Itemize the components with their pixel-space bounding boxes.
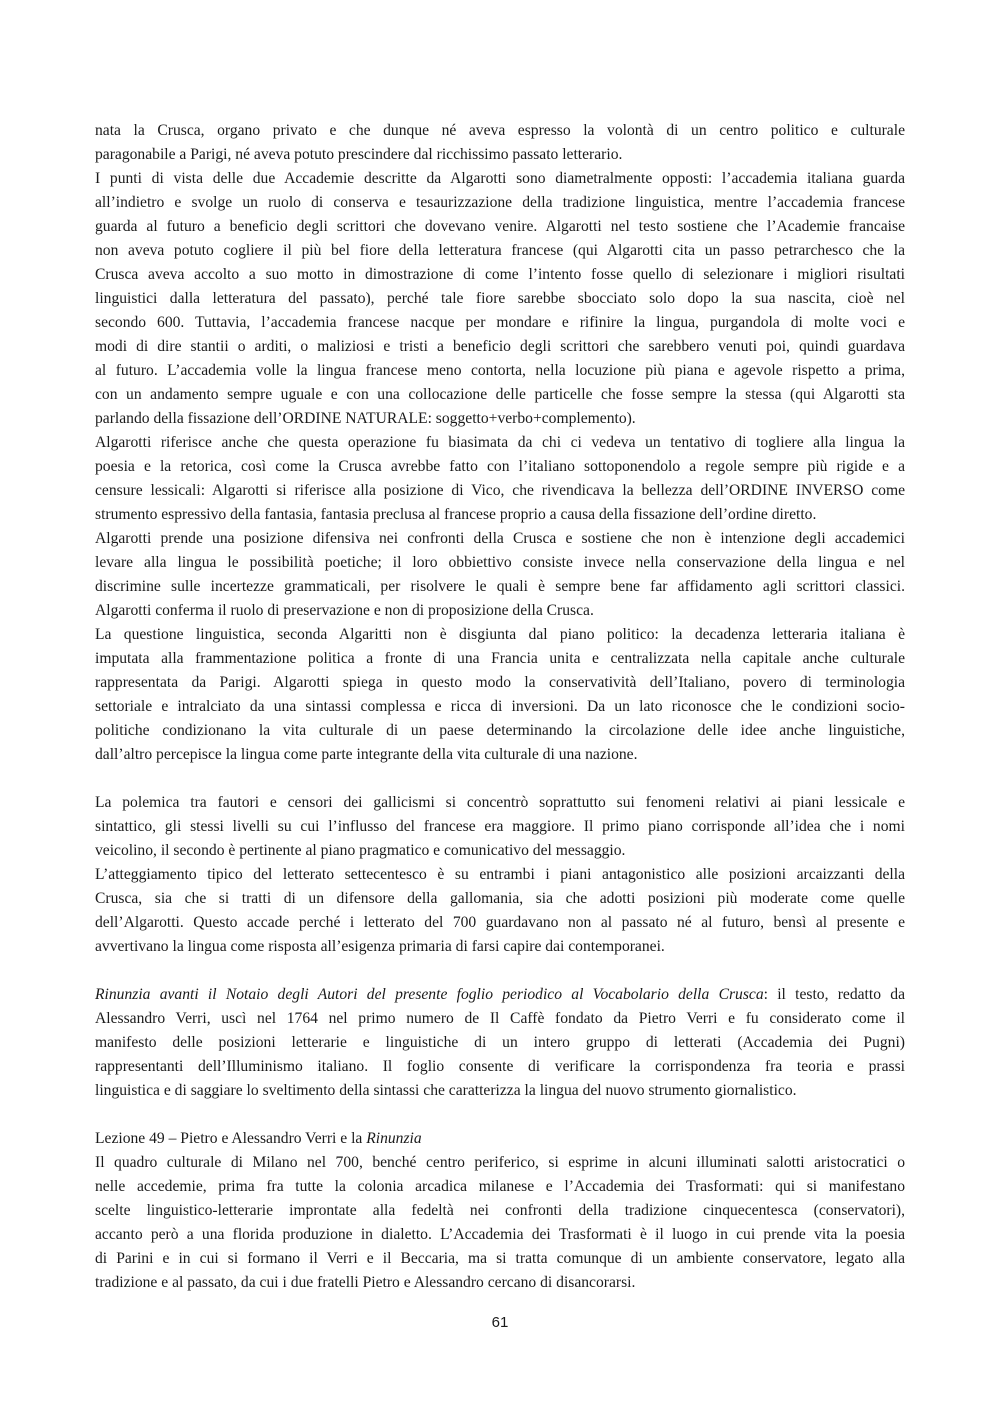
text-line: guarda al futuro a beneficio degli scrittori che dovevano venire. Algarotti nel testo sostiene che l’Academie francaise (95, 218, 905, 235)
text-line: non aveva potuto cogliere il più bel fiore della letteratura francese (qui Algarotti cita un passo petrarchesco che la (95, 242, 905, 259)
page-number: 61 (491, 1314, 509, 1331)
section-heading (95, 1127, 905, 1151)
text-line: L’atteggiamento tipico del letterato settecentesco è su entrambi i piani antagonistico alle posizioni arcaizzanti della (95, 866, 905, 883)
text-line: discrimine sulle incertezze grammaticali, per risolvere le quali è sempre bene far affidamento agli scrittori classici. (95, 578, 905, 595)
text-line: paragonabile a Parigi, né aveva potuto prescindere dal ricchissimo passato letterario. (95, 146, 623, 163)
paragraph (95, 983, 905, 1103)
text-line: all’indietro e svolge un ruolo di conserva e tesaurizzazione della tradizione linguistica, mentre l’accademia francese (95, 194, 905, 211)
paragraph (95, 431, 905, 527)
text-line: La questione linguistica, seconda Algaritti non è disgiunta dal piano politico: la decadenza letteraria italiana è (95, 626, 905, 643)
text-run: : il testo, redatto da (763, 986, 905, 1003)
text-line: settoriale e intralciato da una sintassi complessa e ricca di inversioni. Da un lato riconosce che le condizioni socio- (95, 698, 905, 715)
text-line: al futuro. L’accademia volle la lingua francese meno contorta, nella locuzione più piana e agevole rispetto a prima, (95, 362, 905, 379)
text-line: linguistica e di saggiare lo sveltimento della sintassi che caratterizza la lingua del nuovo strumento giornalistico. (95, 1082, 797, 1099)
text-line: accanto però a una florida produzione in dialetto. L’Accademia dei Trasformati è il luogo in cui prende vita la poesia (95, 1226, 905, 1243)
paragraph (95, 119, 905, 167)
text-line: rappresentata da Parigi. Algarotti spiega in questo modo la conservatività dell’Italiano, povero di terminologia (95, 674, 905, 691)
text-line: Algarotti conferma il ruolo di preservazione e non di proposizione della Crusca. (95, 602, 594, 619)
heading-italic-text: Rinunzia (366, 1130, 422, 1147)
text-line: imputata alla frammentazione politica a fronte di una Francia unita e centralizzata nella capitale anche culturale (95, 650, 905, 667)
text-line: dell’Algarotti. Questo accade perché i letterato del 700 guardavano non al passato né al futuro, bensì al presente e (95, 914, 905, 931)
paragraph (95, 1127, 905, 1295)
paragraph-gap (95, 959, 905, 983)
text-line: politiche condizionano la vita culturale di un paese determinando la circolazione delle idee anche linguistiche, (95, 722, 905, 739)
paragraph-gap (95, 767, 905, 791)
text-line: veicolino, il secondo è pertinente al piano pragmatico e comunicativo del messaggio. (95, 842, 626, 859)
paragraph (95, 791, 905, 863)
text-line: Alessandro Verri, uscì nel 1764 nel primo numero de Il Caffè fondato da Pietro Verri e fu considerato come il (95, 1010, 905, 1027)
text-line: sintattico, gli stessi livelli su cui l’influsso del francese era maggiore. Il primo piano corrisponde all’idea che i nomi (95, 818, 905, 835)
text-line: scelte linguistico-letterarie improntate alla fedeltà nei confronti della tradizione cinquecentesca (conservatori), (95, 1202, 905, 1219)
text-line: avvertivano la lingua come risposta all’esigenza primaria di farsi capire dai contemporanei. (95, 938, 665, 955)
text-line (95, 983, 905, 1007)
paragraph-gap (95, 1103, 905, 1127)
document-page (95, 119, 905, 1295)
heading-text: Lezione 49 – Pietro e Alessandro Verri e la (95, 1130, 367, 1147)
text-line: nelle accedemie, prima fra tutte la colonia arcadica milanese e l’Accademia dei Trasformati: qui si manifestano (95, 1178, 905, 1195)
text-line: Il quadro culturale di Milano nel 700, benché centro periferico, si esprime in alcuni illuminati salotti aristocratici o (95, 1154, 905, 1171)
text-line: censure lessicali: Algarotti si riferisce alla posizione di Vico, che rivendicava la bellezza dell’ORDINE INVERSO come (95, 482, 905, 499)
text-line: modi di dire stantii o arditi, o maliziosi e tristi a beneficio degli scrittori che sarebbero venuti poi, quindi guardava (95, 338, 905, 355)
text-line: linguistici dalla letteratura del passato), perché tale fiore sarebbe sbocciato solo dopo la sua nascita, cioè nel (95, 290, 905, 307)
paragraph (95, 167, 905, 431)
text-line: La polemica tra fautori e censori dei gallicismi si concentrò soprattutto sui fenomeni relativi ai piani lessicale e (95, 794, 905, 811)
text-line: tradizione e al passato, da cui i due fratelli Pietro e Alessandro cercano di disancorarsi. (95, 1274, 636, 1291)
text-line: Crusca, sia che si tratti di un difensore della gallomania, sia che adotti posizioni più moderate come quelle (95, 890, 905, 907)
paragraph (95, 863, 905, 959)
text-line: dall’altro percepisce la lingua come parte integrante della vita culturale di una nazione. (95, 746, 638, 763)
text-line: secondo 600. Tuttavia, l’accademia francese nacque per mondare e rifinire la lingua, purgandola di molte voci e (95, 314, 905, 331)
text-line: rappresentanti dell’Illuminismo italiano. Il foglio consente di verificare la corrispondenza fra teoria e prassi (95, 1058, 905, 1075)
text-line: strumento espressivo della fantasia, fantasia preclusa al francese proprio a causa della fissazione dell’ordine diretto. (95, 506, 817, 523)
text-line: Algarotti riferisce anche che questa operazione fu biasimata da chi ci vedeva un tentativo di togliere alla lingua la (95, 434, 905, 451)
text-line: Crusca aveva accolto a suo motto in dimostrazione di come l’intento fosse quello di selezionare i migliori risultati (95, 266, 905, 283)
text-line: parlando della fissazione dell’ORDINE NATURALE: soggetto+verbo+complemento). (95, 410, 636, 427)
work-title: Rinunzia avanti il Notaio degli Autori del presente foglio periodico al Vocabolario della Crusca (95, 986, 764, 1003)
text-line: di Parini e in cui si formano il Verri e il Beccaria, ma si tratta comunque di un ambiente conservatore, legato alla (95, 1250, 905, 1267)
text-line: con un andamento sempre uguale e con una collocazione delle particelle che fosse sempre la stessa (qui Algarotti sta (95, 386, 905, 403)
text-line: manifesto delle posizioni letterarie e linguistiche di un intero gruppo di letterati (Accademia dei Pugni) (95, 1034, 905, 1051)
paragraph (95, 527, 905, 623)
text-line: nata la Crusca, organo privato e che dunque né aveva espresso la volontà di un centro politico e culturale (95, 122, 905, 139)
paragraph (95, 623, 905, 767)
text-line: I punti di vista delle due Accademie descritte da Algarotti sono diametralmente opposti: l’accademia italiana guarda (95, 170, 905, 187)
text-line: poesia e la retorica, così come la Crusca avrebbe fatto con l’italiano sottoponendolo a regole sempre più rigide e a (95, 458, 905, 475)
text-line: Algarotti prende una posizione difensiva nei confronti della Crusca e sostiene che non è intenzione degli accademici (95, 530, 905, 547)
text-line: levare alla lingua le possibilità poetiche; il loro obbiettivo consiste invece nella conservazione della lingua e nel (95, 554, 905, 571)
